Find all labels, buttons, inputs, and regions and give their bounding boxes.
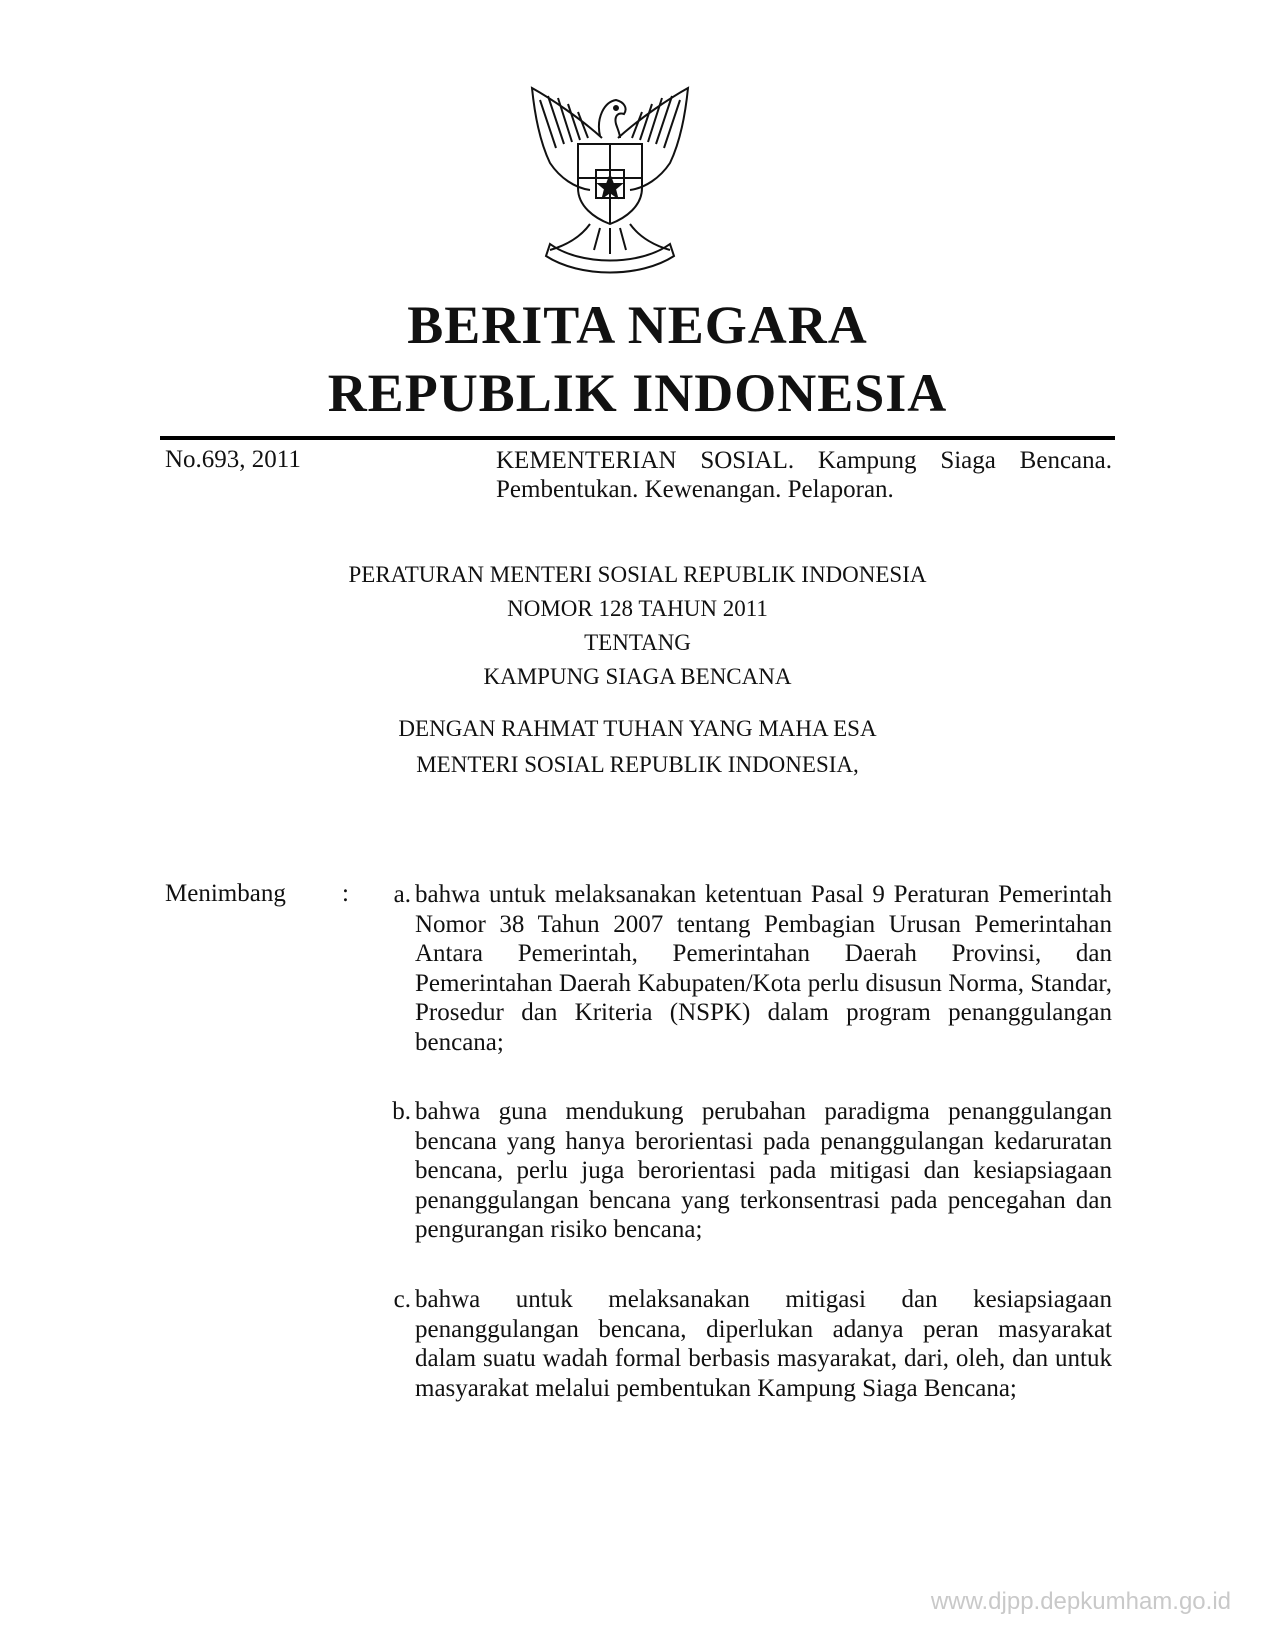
- garuda-emblem-icon: [520, 78, 700, 278]
- considering-label: Menimbang: [165, 880, 286, 907]
- clause-text: bahwa untuk melaksanakan mitigasi dan kesiapsiagaan penanggulangan bencana, diperlukan adanya peran masyarakat dalam suatu wadah formal berbasis masyarakat, dari, oleh, dan untuk masyarakat melalui pembentukan Kampung Siaga Bencana;: [415, 1286, 1112, 1402]
- regulation-subject: KAMPUNG SIAGA BENCANA: [483, 664, 792, 689]
- clause-b: [375, 1097, 1112, 1245]
- clause-a: [375, 880, 1112, 1058]
- invocation: DENGAN RAHMAT TUHAN YANG MAHA ESA: [398, 716, 877, 741]
- publication-subject: KEMENTERIAN SOSIAL. Kampung Siaga Bencana. Pembentukan. Kewenangan. Pelaporan.: [496, 447, 1112, 503]
- regulation-title: PERATURAN MENTERI SOSIAL REPUBLIK INDONESIA: [348, 562, 927, 587]
- source-watermark: www.djpp.depkumham.go.id: [930, 1588, 1231, 1615]
- clause-marker: a.: [393, 881, 411, 908]
- clause-marker: c.: [393, 1286, 411, 1313]
- issuer: MENTERI SOSIAL REPUBLIK INDONESIA,: [416, 752, 859, 777]
- clause-marker: b.: [392, 1098, 411, 1125]
- clause-text: bahwa untuk melaksanakan ketentuan Pasal 9 Peraturan Pemerintah Nomor 38 Tahun 2007 tentang Pembagian Urusan Pemerintahan Antara Pemerintah, Pemerintahan Daerah Provinsi, dan Pemerintahan Daerah Kabupaten/Kota perlu disusun Norma, Standar, Prosedur dan Kriteria (NSPK) dalam program penanggulangan bencana;: [415, 881, 1112, 1056]
- considering-colon: :: [342, 880, 349, 907]
- clause-c: [375, 1285, 1112, 1403]
- regulation-number: NOMOR 128 TAHUN 2011: [507, 596, 768, 621]
- header-divider: [160, 436, 1115, 440]
- publication-number: No.693, 2011: [165, 446, 301, 473]
- gazette-title-line1: BERITA NEGARA: [407, 295, 868, 355]
- clause-text: bahwa guna mendukung perubahan paradigma penanggulangan bencana yang hanya berorientasi pada penanggulangan kedaruratan bencana, perlu juga berorientasi pada mitigasi dan kesiapsiagaan penanggulangan bencana yang terkonsentrasi pada pencegahan dan pengurangan risiko bencana;: [415, 1098, 1112, 1244]
- gazette-title-line2: REPUBLIK INDONESIA: [327, 363, 948, 423]
- regulation-about: TENTANG: [584, 630, 691, 655]
